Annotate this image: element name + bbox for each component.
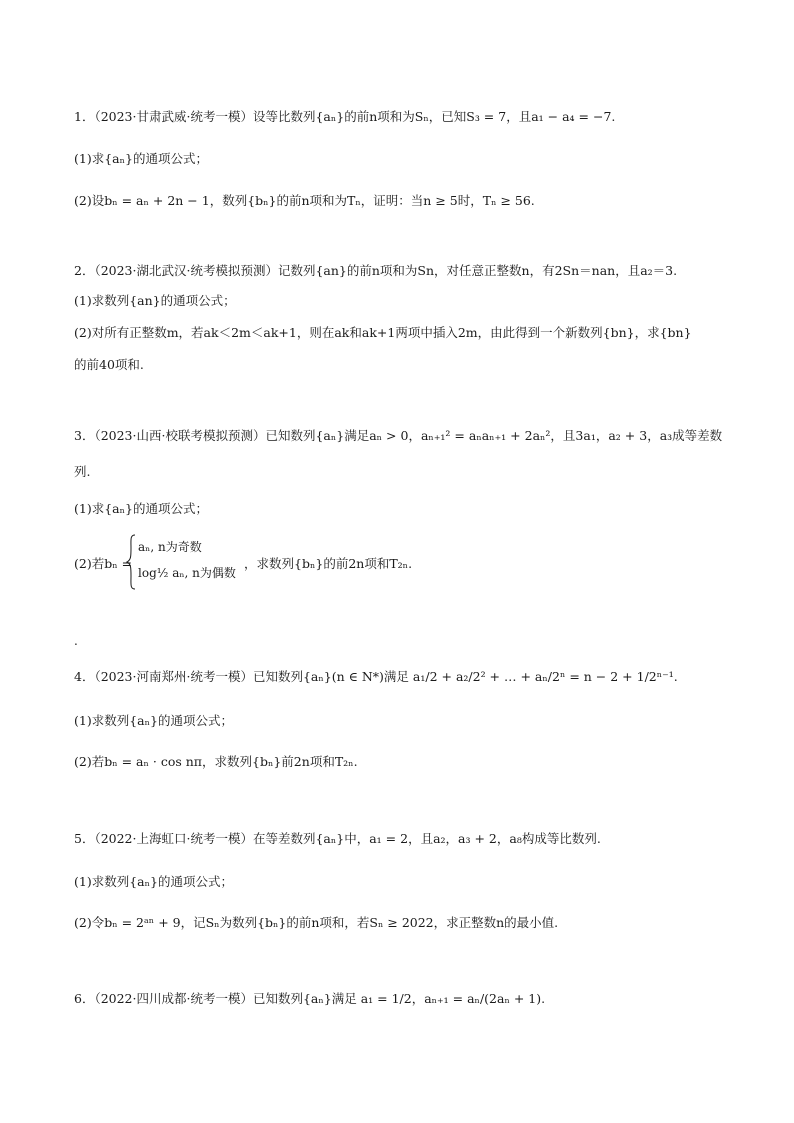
- problem-2-title: 2．（2023·湖北武汉·统考模拟预测）记数列{an}的前n项和为Sn，对任意正整数n，有2Sn＝nan，且a₂＝3.: [74, 263, 678, 278]
- problem-1-title: 1．（2023·甘肃武威·统考一模）设等比数列{aₙ}的前n项和为Sₙ，已知S₃ = 7，且a₁ − a₄ = −7.: [74, 109, 616, 124]
- problem-5-part-1: (1)求数列{aₙ}的通项公式；: [74, 874, 233, 889]
- problem-4-part-1: (1)求数列{aₙ}的通项公式；: [74, 713, 233, 728]
- problem-6-title: 6．（2022·四川成都·统考一模）已知数列{aₙ}满足 a₁ = 1/2，aₙ₊₁ = aₙ/(2aₙ + 1).: [74, 991, 546, 1006]
- piecewise-case-odd: aₙ, n为奇数: [138, 540, 202, 554]
- problem-1-part-1: (1)求{aₙ}的通项公式；: [74, 151, 208, 166]
- left-brace-icon: [126, 534, 136, 590]
- problem-2-part-2-cont: 的前40项和.: [74, 357, 144, 372]
- problem-2-part-1: (1)求数列{an}的通项公式；: [74, 293, 236, 308]
- stray-mark: .: [74, 634, 78, 648]
- problem-4-title: 4．（2023·河南郑州·统考一模）已知数列{aₙ}(n ∈ N*)满足 a₁/2 + a₂/2² + … + aₙ/2ⁿ = n − 2 + 1/2ⁿ⁻¹.: [74, 669, 678, 684]
- problem-2-part-2: (2)对所有正整数m，若ak＜2m＜ak+1，则在ak和ak+1两项中插入2m，由此得到一个新数列{bn}，求{bn}: [74, 325, 692, 340]
- problem-5-part-2: (2)令bₙ = 2ᵃⁿ + 9，记Sₙ为数列{bₙ}的前n项和，若Sₙ ≥ 2022，求正整数n的最小值.: [74, 915, 559, 930]
- problem-3-title: 3．（2023·山西·校联考模拟预测）已知数列{aₙ}满足aₙ > 0，aₙ₊₁² = aₙaₙ₊₁ + 2aₙ²，且3a₁，a₂ + 3，a₃成等差数: [74, 428, 723, 443]
- problem-3-part-2-lead: (2)若bₙ =: [74, 556, 133, 571]
- problem-1-part-2: (2)设bₙ = aₙ + 2n − 1，数列{bₙ}的前n项和为Tₙ，证明：当n ≥ 5时，Tₙ ≥ 56.: [74, 193, 535, 208]
- piecewise-case-even: log½ aₙ, n为偶数: [138, 566, 236, 580]
- problem-4-part-2: (2)若bₙ = aₙ · cos nπ，求数列{bₙ}前2n项和T₂ₙ.: [74, 754, 358, 769]
- problem-3-title-cont: 列.: [74, 464, 91, 479]
- problem-5-title: 5．（2022·上海虹口·统考一模）在等差数列{aₙ}中，a₁ = 2，且a₂，a₃ + 2，a₈构成等比数列.: [74, 831, 601, 846]
- problem-3-part-2-tail: ，求数列{bₙ}的前2n项和T₂ₙ.: [244, 556, 413, 571]
- problem-3-part-1: (1)求{aₙ}的通项公式；: [74, 501, 208, 516]
